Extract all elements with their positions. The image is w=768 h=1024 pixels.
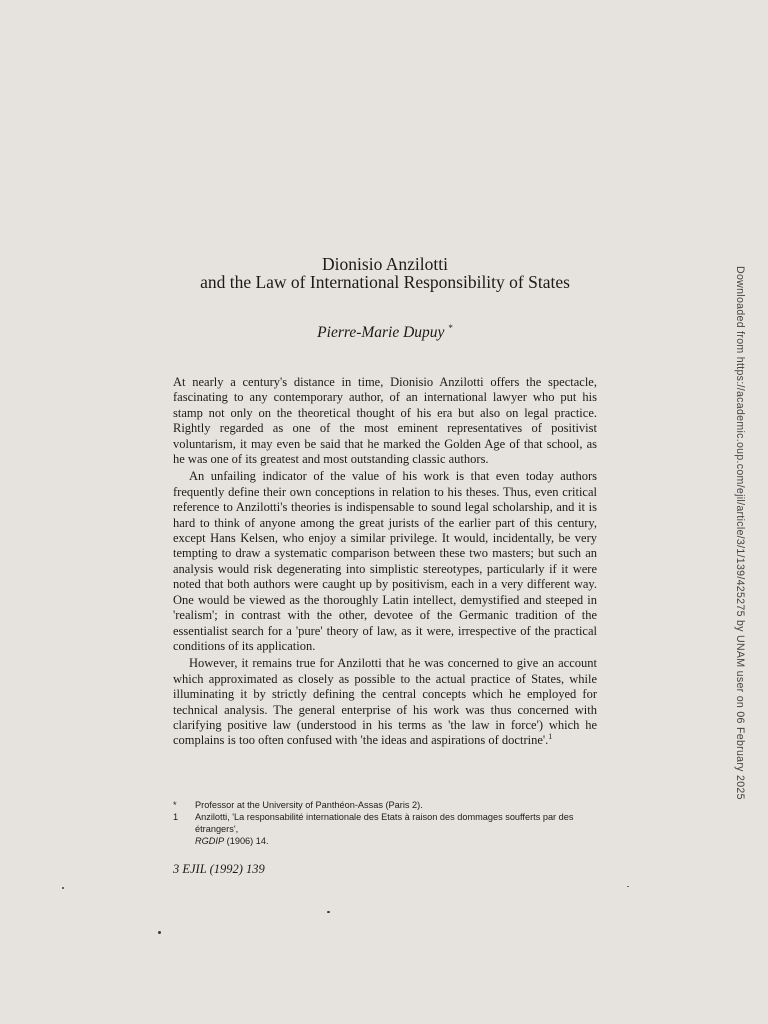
paragraph-2: An unfailing indicator of the value of his work is that even today authors frequently define their own conceptions in relation to his theses. Thus, even critical reference to Anzilotti's theories is indispensable to sound legal scholarship, and it is hard to think of anyone among the great jurists of the earlier part of this century, except Hans Kelsen, who enjoy a similar privilege. It would, incidentally, be very tempting to draw a systematic comparison between these two masters; but such an analysis would risk degenerating into simplistic stereotypes, particularly if it were noted that both authors were caught up by positivism, each in a very different way. One would be viewed as the thoroughly Latin intellect, demystified and steeped in 'realism'; in contrast with the other, devotee of the Germanic tradition of the essentialist search for a 'pure' theory of law, as it were, irrespective of the practical conditions of its application. bbox=[173, 469, 597, 653]
footnote-star-text: Professor at the University of Panthéon-Assas (Paris 2). bbox=[195, 800, 423, 810]
paragraph-3-text: However, it remains true for Anzilotti that he was concerned to give an account which approximated as closely as possible to the actual practice of States, while illuminating it by strictly defining the central concepts which he employed for technical analysis. The general enterprise of his work was thus concerned with clarifying positive law (understood in his terms as 'the law in force') which he complains is too often confused with 'the ideas and aspirations of doctrine'. bbox=[173, 656, 597, 748]
paragraph-3 bbox=[173, 656, 597, 748]
footnote-star bbox=[173, 799, 613, 811]
footnote-1-text: Anzilotti, 'La responsabilité internationale des Etats à raison des dommages soufferts par des étrangers', bbox=[195, 812, 574, 834]
scan-speck bbox=[327, 911, 330, 913]
footnote-1-mark: 1 bbox=[173, 812, 179, 822]
footnote-star-mark: * bbox=[173, 800, 177, 810]
article-body bbox=[173, 375, 597, 749]
scan-speck bbox=[62, 887, 64, 889]
footnotes bbox=[173, 799, 613, 847]
download-notice: Downloaded from https://academic.oup.com/ejil/article/3/1/139/425275 by UNAM user on 06 February 2025 bbox=[734, 266, 746, 800]
article-title-line-2: and the Law of International Responsibility of States bbox=[200, 272, 570, 292]
footnote-1-journal: RGDIP bbox=[195, 836, 225, 846]
footnote-1-tail: (1906) 14. bbox=[224, 836, 269, 846]
author-name: Pierre-Marie Dupuy bbox=[317, 324, 445, 342]
footnote-ref-1: 1 bbox=[548, 732, 553, 742]
scan-speck bbox=[158, 931, 161, 934]
scan-speck bbox=[627, 886, 629, 887]
article-title-line-1: Dionisio Anzilotti bbox=[322, 254, 448, 274]
journal-citation: 3 EJIL (1992) 139 bbox=[173, 862, 265, 876]
author-footnote-mark: * bbox=[448, 323, 453, 333]
footnote-1 bbox=[173, 811, 613, 847]
author-byline bbox=[150, 319, 620, 342]
paragraph-1: At nearly a century's distance in time, Dionisio Anzilotti offers the spectacle, fascinating to any contemporary author, of an international lawyer who put his stamp not only on the theoretical thought of his era but also on legal practice. Rightly regarded as one of the most eminent representatives of positivist voluntarism, it may even be said that he marked the Golden Age of that school, as he was one of its greatest and most outstanding classic authors. bbox=[173, 375, 597, 467]
